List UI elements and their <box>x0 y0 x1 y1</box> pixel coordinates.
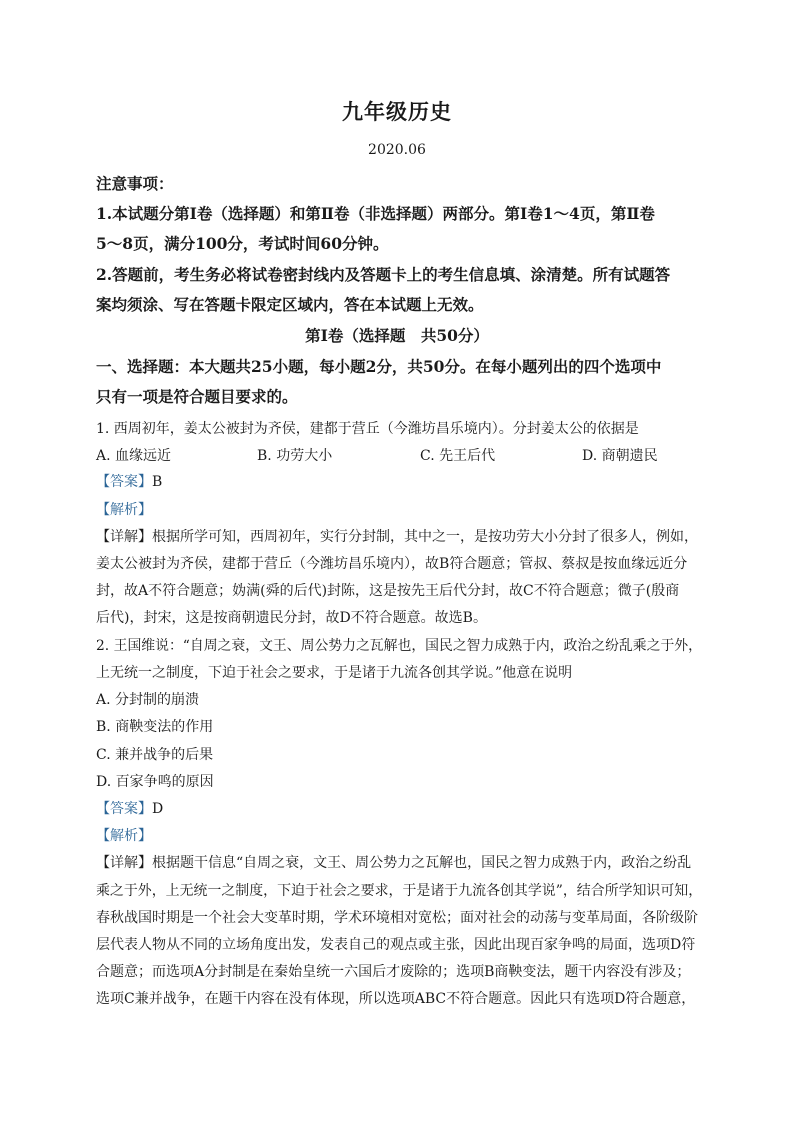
section-instructions: 一、选择题：本大题共25小题，每小题2分，共50分。在每小题列出的四个选项中 <box>96 357 662 376</box>
notice-item-2: 2.答题前，考生务必将试卷密封线内及答题卡上的考生信息填、涂清楚。所有试题答 <box>96 265 671 284</box>
notice-item-2-cont: 案均须涂、写在答题卡限定区域内，答在本试题上无效。 <box>96 295 484 314</box>
detail-tag: 【详解】 <box>96 529 152 545</box>
q1-detail-line: 后代)，封宋，这是按商朝遗民分封，故D不符合题意。故选B。 <box>96 610 487 626</box>
q1-detail: 【详解】根据所学可知，西周初年，实行分封制，其中之一，是按功劳大小分封了很多人，例如， <box>96 529 698 545</box>
page-title: 九年级历史 <box>342 99 452 124</box>
q2-detail-line: 春秋战国时期是一个社会大变革时期，学术环境相对宽松；面对社会的动荡与变革局面，各阶级阶 <box>96 910 698 926</box>
answer-value: D <box>152 801 164 817</box>
q2-option-d: D. 百家争鸣的原因 <box>96 774 214 790</box>
notice-item-1-cont: 5～8页，满分100分，考试时间60分钟。 <box>96 234 389 253</box>
q1-detail-line: 姜太公被封为齐侯，建都于营丘（今潍坊昌乐境内），故B符合题意；管叔、蔡叔是按血缘远近分 <box>96 556 688 572</box>
question-1-stem: 1. 西周初年，姜太公被封为齐侯，建都于营丘（今潍坊昌乐境内）。分封姜太公的依据是 <box>96 421 639 437</box>
answer-tag: 【答案】 <box>96 801 152 817</box>
q2-option-b: B. 商鞅变法的作用 <box>96 719 214 735</box>
q2-detail-line: 层代表人物从不同的立场角度出发，发表自己的观点或主张，因此出现百家争鸣的局面，选项D符 <box>96 937 696 953</box>
exam-date: 2020.06 <box>368 142 426 158</box>
q1-detail-line: 封，故A不符合题意；妫满(舜的后代)封陈，这是按先王后代分封，故C不符合题意；微子(殷商 <box>96 583 680 599</box>
section-title: 第Ⅰ卷（选择题 共50分） <box>305 326 489 345</box>
q2-analysis-tag: 【解析】 <box>96 828 152 844</box>
q2-detail-line: 合题意；而选项A分封制是在秦始皇统一六国后才废除的；选项B商鞅变法，题干内容没有涉及； <box>96 964 691 980</box>
q2-answer <box>96 798 163 818</box>
question-2-stem: 2. 王国维说：“自周之衰，文王、周公势力之瓦解也，国民之智力成熟于内，政治之纷乱乘之于外， <box>96 638 702 654</box>
detail-tag: 【详解】 <box>96 855 152 871</box>
q2-detail-line: 选项C兼并战争，在题干内容在没有体现，所以选项ABC不符合题意。因此只有选项D符合题意， <box>96 991 696 1007</box>
question-2-stem-cont: 上无统一之制度，下迫于社会之要求，于是诸于九流各创其学说。”他意在说明 <box>96 665 573 681</box>
q2-option-c: C. 兼并战争的后果 <box>96 747 214 763</box>
q2-detail-line: 乘之于外，上无统一之制度，下迫于社会之要求，于是诸于九流各创其学说”，结合所学知识可知， <box>96 883 703 899</box>
notice-item-1: 1.本试题分第Ⅰ卷（选择题）和第Ⅱ卷（非选择题）两部分。第Ⅰ卷1～4页，第Ⅱ卷 <box>96 204 655 223</box>
q1-option-d: D. 商朝遗民 <box>582 448 658 464</box>
q1-option-c: C. 先王后代 <box>420 448 496 464</box>
answer-value: B <box>152 474 163 490</box>
q2-detail: 【详解】根据题干信息“自周之衰，文王、周公势力之瓦解也，国民之智力成熟于内，政治之纷乱 <box>96 855 692 871</box>
q2-option-a: A. 分封制的崩溃 <box>96 692 200 708</box>
q1-answer <box>96 471 162 491</box>
q1-analysis-tag: 【解析】 <box>96 502 152 518</box>
q1-option-a: A. 血缘远近 <box>96 448 172 464</box>
section-instructions-cont: 只有一项是符合题目要求的。 <box>96 387 298 406</box>
notice-heading: 注意事项： <box>96 174 174 193</box>
answer-tag: 【答案】 <box>96 474 152 490</box>
q1-option-b: B. 功劳大小 <box>257 448 333 464</box>
